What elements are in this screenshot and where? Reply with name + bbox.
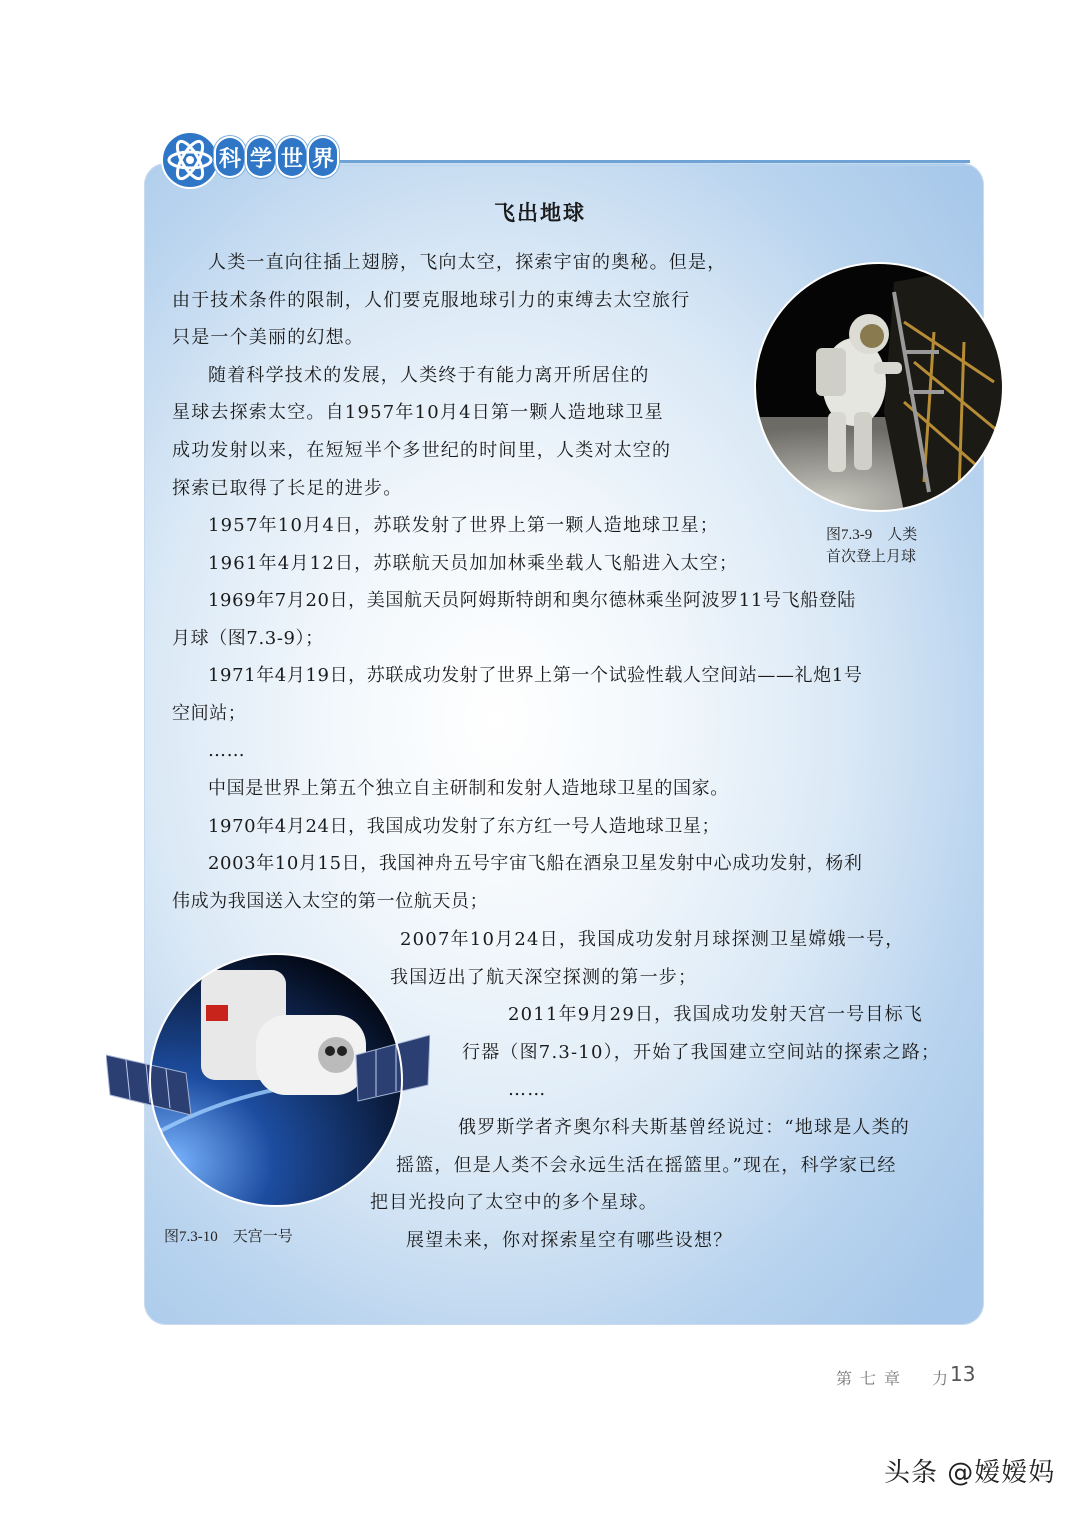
- section-char: 科: [216, 138, 244, 176]
- section-label: [216, 138, 337, 176]
- text-block-4: [462, 996, 962, 1109]
- article-title: 飞出地球: [494, 201, 586, 225]
- paragraph-line: 1970年4月24日，我国成功发射了东方红一号人造地球卫星；: [208, 815, 721, 837]
- figure-caption-tiangong: 图7.3-10 天宫一号: [164, 1229, 293, 1245]
- text-block-3: [390, 921, 960, 996]
- paragraph-line: 只是一个美丽的幻想。: [172, 327, 364, 349]
- paragraph-line: 星球去探索太空。自1957年10月4日第一颗人造地球卫星: [172, 402, 664, 424]
- chapter-label: 第七章 力: [836, 1369, 957, 1388]
- paragraph-line: 2007年10月24日，我国成功发射月球探测卫星嫦娥一号，: [400, 929, 905, 950]
- paragraph-line: 随着科学技术的发展，人类终于有能力离开所居住的: [208, 364, 650, 386]
- paragraph-line: 1971年4月19日，苏联成功发射了世界上第一个试验性载人空间站——礼炮1号: [208, 665, 863, 687]
- paragraph-line: 展望未来，你对探索星空有哪些设想？: [406, 1229, 733, 1251]
- tiangong-photo: [106, 945, 430, 1215]
- paragraph-line: 我国迈出了航天深空探测的第一步；: [390, 966, 698, 988]
- text-block-1: [172, 244, 792, 582]
- paragraph-line: 1961年4月12日，苏联航天员加加林乘坐载人飞船进入太空；: [208, 552, 739, 574]
- paragraph-line: ……: [508, 1079, 547, 1101]
- section-char: 世: [278, 138, 306, 176]
- header-rule: [330, 160, 970, 163]
- watermark: 头条 @嫒嫒妈: [884, 1458, 1056, 1488]
- paragraph-line: 2003年10月15日，我国神舟五号宇宙飞船在酒泉卫星发射中心成功发射，杨利: [208, 853, 863, 875]
- paragraph-line: 由于技术条件的限制，人们要克服地球引力的束缚去太空旅行: [172, 289, 691, 311]
- page-number: 13: [950, 1362, 976, 1386]
- paragraph-line: 把目光投向了太空中的多个星球。: [370, 1192, 658, 1214]
- moon-landing-photo: [754, 262, 1004, 512]
- paragraph-line: 1957年10月4日，苏联发射了世界上第一颗人造地球卫星；: [208, 515, 719, 537]
- paragraph-line: 成功发射以来，在短短半个多世纪的时间里，人类对太空的: [172, 439, 672, 461]
- section-char: 界: [309, 138, 337, 176]
- paragraph-line: 摇篮，但是人类不会永远生活在摇篮里。”现在，科学家已经: [396, 1154, 897, 1176]
- atom-icon: [160, 130, 220, 190]
- caption-line: 图7.3-9 人类: [826, 527, 918, 543]
- section-char: 学: [247, 138, 275, 176]
- paragraph-line: 探索已取得了长足的进步。: [172, 477, 403, 499]
- caption-line: 首次登上月球: [826, 549, 917, 565]
- paragraph-line: 人类一直向往插上翅膀，飞向太空，探索宇宙的奥秘。但是，: [208, 252, 727, 273]
- paragraph-line: 中国是世界上第五个独立自主研制和发射人造地球卫星的国家。: [208, 777, 729, 799]
- paragraph-line: 行器（图7.3-10），开始了我国建立空间站的探索之路；: [462, 1041, 941, 1063]
- header-rule-thin: [330, 165, 970, 166]
- paragraph-line: 空间站；: [172, 702, 247, 724]
- figure-caption-moon: [826, 524, 917, 568]
- paragraph-line: 1969年7月20日，美国航天员阿姆斯特朗和奥尔德林乘坐阿波罗11号飞船登陆: [208, 590, 856, 611]
- text-block-2: [172, 582, 962, 920]
- paragraph-line: 俄罗斯学者齐奥尔科夫斯基曾经说过：“地球是人类的: [458, 1117, 910, 1138]
- paragraph-line: 月球（图7.3-9）；: [172, 627, 324, 649]
- paragraph-line: 伟成为我国送入太空的第一位航天员；: [172, 890, 489, 912]
- text-block-5: [370, 1109, 962, 1259]
- paragraph-line: 2011年9月29日，我国成功发射天宫一号目标飞: [508, 1004, 923, 1025]
- paragraph-line: ……: [208, 740, 246, 762]
